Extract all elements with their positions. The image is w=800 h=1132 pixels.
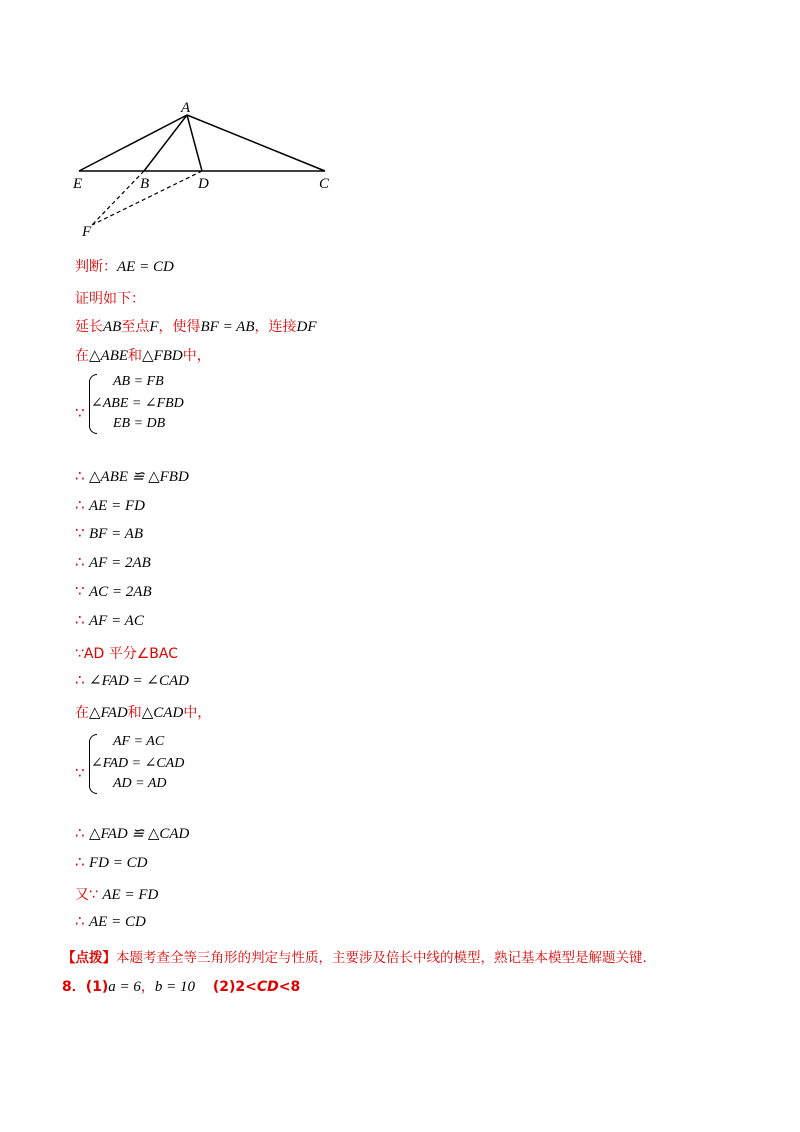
segment-AD (187, 115, 202, 171)
tip-line (62, 946, 647, 966)
segment-AE (79, 115, 187, 171)
bisector-line: ∵AD 平分∠BAC (75, 646, 178, 662)
congruence-system-2 (75, 732, 275, 798)
congruence-system-1 (75, 372, 275, 438)
condition-row: ∠FAD = ∠CAD (91, 756, 185, 771)
step-line: ∵ AC = 2AB (75, 582, 152, 600)
condition-row: ∠ABE = ∠FBD (91, 396, 184, 411)
step-line: ∴ AE = CD (75, 912, 146, 930)
step-line: ∴ AE = FD (75, 496, 145, 514)
step-line: ∴ △FAD ≌ △CAD (75, 824, 190, 842)
label-E: E (73, 176, 83, 192)
label-A: A (181, 100, 191, 116)
in-triangles-line-1: 在△ABE和△FBD中， (75, 348, 211, 364)
proof-intro: 证明如下： (75, 291, 145, 307)
step-line: ∴ FD = CD (75, 853, 148, 871)
tip-label: 【点拨】 (62, 950, 116, 966)
label-B: B (140, 176, 150, 192)
question-8-answer: 8．(1)a = 6，b = 10 (2)2<CD<8 (62, 979, 301, 995)
step-line: ∵ BF = AB (75, 524, 144, 542)
segment-AC (187, 115, 325, 171)
condition-row: AF = AC (113, 734, 165, 749)
segment-BF (92, 171, 144, 225)
step-line: ∴ ∠FAD = ∠CAD (75, 671, 189, 689)
segment-AB (144, 115, 187, 171)
tip-text: 本题考查全等三角形的判定与性质，主要涉及倍长中线的模型，熟记基本模型是解题关键. (116, 950, 647, 966)
condition-row: AD = AD (113, 776, 167, 791)
because-symbol: ∵ (75, 764, 85, 782)
label-C: C (319, 176, 330, 192)
label-F: F (82, 224, 92, 240)
label-D: D (198, 176, 209, 192)
in-triangles-line-2: 在△FAD和△CAD中， (75, 705, 212, 721)
step-line: 又∵ AE = FD (75, 887, 159, 903)
construction-line: 延长AB至点F，使得BF = AB，连接DF (75, 319, 317, 335)
judge-line: 判断：AE = CD (75, 259, 174, 275)
because-symbol: ∵ (75, 404, 85, 422)
step-line: ∴ AF = 2AB (75, 553, 151, 571)
triangle-figure (60, 98, 350, 243)
step-line: ∴ △ABE ≌ △FBD (75, 467, 189, 485)
step-line: ∴ AF = AC (75, 611, 144, 629)
condition-row: AB = FB (113, 374, 164, 389)
condition-row: EB = DB (113, 416, 166, 431)
